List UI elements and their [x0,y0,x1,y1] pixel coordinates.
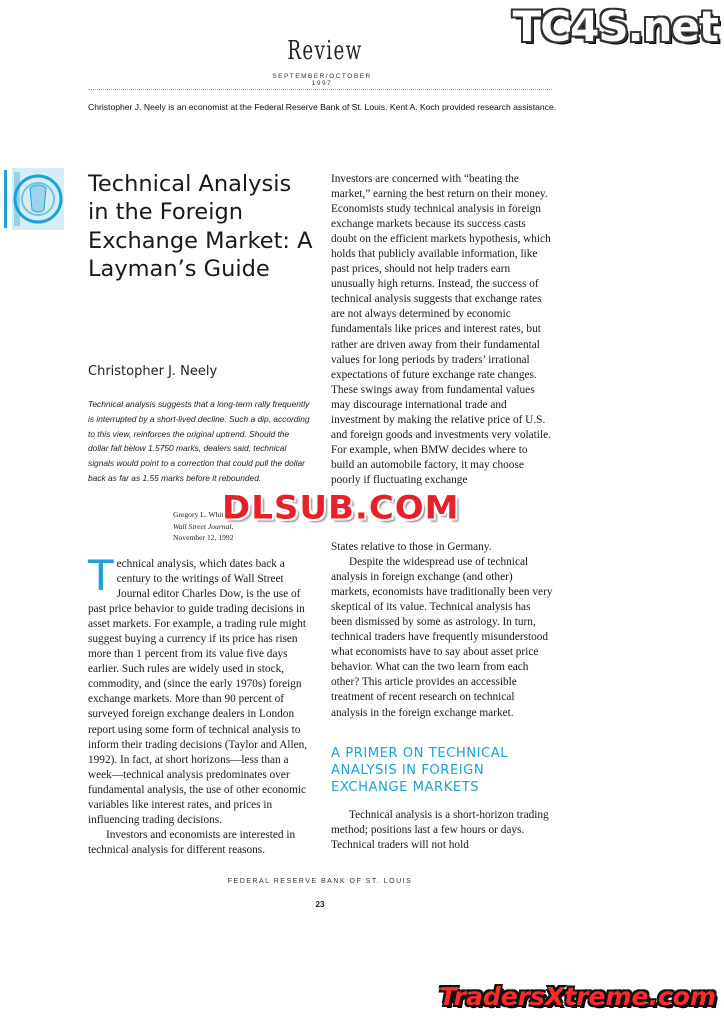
issue-date: SEPTEMBER/OCTOBER 1997 [272,73,372,87]
right-column-middle [331,540,553,721]
intro-paragraph [88,551,310,828]
masthead-title: Review [287,36,363,66]
citation-date: November 12, 1992 [173,533,234,542]
section-heading: A PRIMER ON TECHNICAL ANALYSIS IN FOREIGN EXCHANGE MARKETS [331,746,509,795]
page-number: 23 [315,900,325,909]
paragraph: Despite the widespread use of technical analysis in foreign exchange (and other) markets, economists have traditionally been very skeptical of its value. Technical analysis has been dismissed by some as astrology. In turn, technical traders have frequently misunderstood what economists have to say about asset price behavior. What can the two learn from each other? This article provides an accessible treatment of recent research on technical analysis in the foreign exchange market. [331,556,553,719]
header-divider [88,89,552,90]
citation-source: Wall Street Journal, [173,521,234,531]
left-column [88,551,310,858]
watermark-middle: DLSUB.COM [222,489,460,527]
footer-publisher: FEDERAL RESERVE BANK OF ST. LOUIS [227,878,413,885]
paragraph: Technical analysis is a short-horizon trading method; positions last a few hours or days. Technical traders will not hold [331,809,549,852]
intro-text: echnical analysis, which dates back a century to the writings of Wall Street Journal editor Charles Dow, is the use of past price behavior to guide trading decisions in asset markets. For example, a trading rule might suggest buying a currency if its price has risen more than 1 percent from its value five days earlier. Such rules are widely used in stock, commodity, and (since the early 1970s) foreign exchange markets. More than 90 percent of surveyed foreign exchange dealers in London report using some form of technical analysis to inform their trading decisions (Taylor and Allen, 1992). In fact, at short horizons—less than a week—technical analysis predominates over fundamental analysis, the use of other economic variables like interest rates, and prices in influencing trading decisions. [88,558,308,826]
epigraph: Technical analysis suggests that a long-term rally frequently is interrupted by a short-lived decline. Such a dip, according to this view, reinforces the original uptrend. Should the dollar fall below 1.5750 marks, dealers said, technical signals would point to a correction that could pull the dollar back as far as 1.55 marks before it rebounded. [88,399,310,483]
article-title: Technical Analysis in the Foreign Exchange Market: A Layman’s Guide [88,171,313,283]
watermark-bottom: TradersXtreme.com [439,982,716,1011]
citation-author: Gregory L. White, [173,510,229,519]
paragraph-end: States relative to those in Germany. [331,541,492,553]
right-column-top [331,172,553,488]
paragraph: Investors and economists are interested in technical analysis for different reasons. [88,828,296,856]
author-note: Christopher J. Neely is an economist at the Federal Reserve Bank of St. Louis. Kent A. Koch provided research assistance. [88,102,557,112]
article-author: Christopher J. Neely [88,364,218,379]
right-column-bottom [331,808,553,853]
paragraph: Investors are concerned with “beating the market,” earning the best return on their money. Economists study technical analysis in foreign exchange markets because its success casts doubt on the efficient markets hypothesis, which holds that publicly available information, like past prices, should not help traders earn unusually high returns. Instead, the success of technical analysis suggests that exchange rates are not always determined by economic fundamentals like prices and interest rates, but rather are driven away from their fundamental values for long periods by traders’ irrational expectations of future exchange rate changes. These swings away from fundamental values may discourage international trade and investment by making the relative price of U.S. and foreign goods and investments very volatile. For example, when BMW decides where to build an automobile factory, it may choose poorly if fluctuating exchange [331,173,551,486]
drop-cap: T [88,551,114,600]
fed-seal-icon [4,168,64,230]
watermark-top: TC4S.net [512,2,718,51]
